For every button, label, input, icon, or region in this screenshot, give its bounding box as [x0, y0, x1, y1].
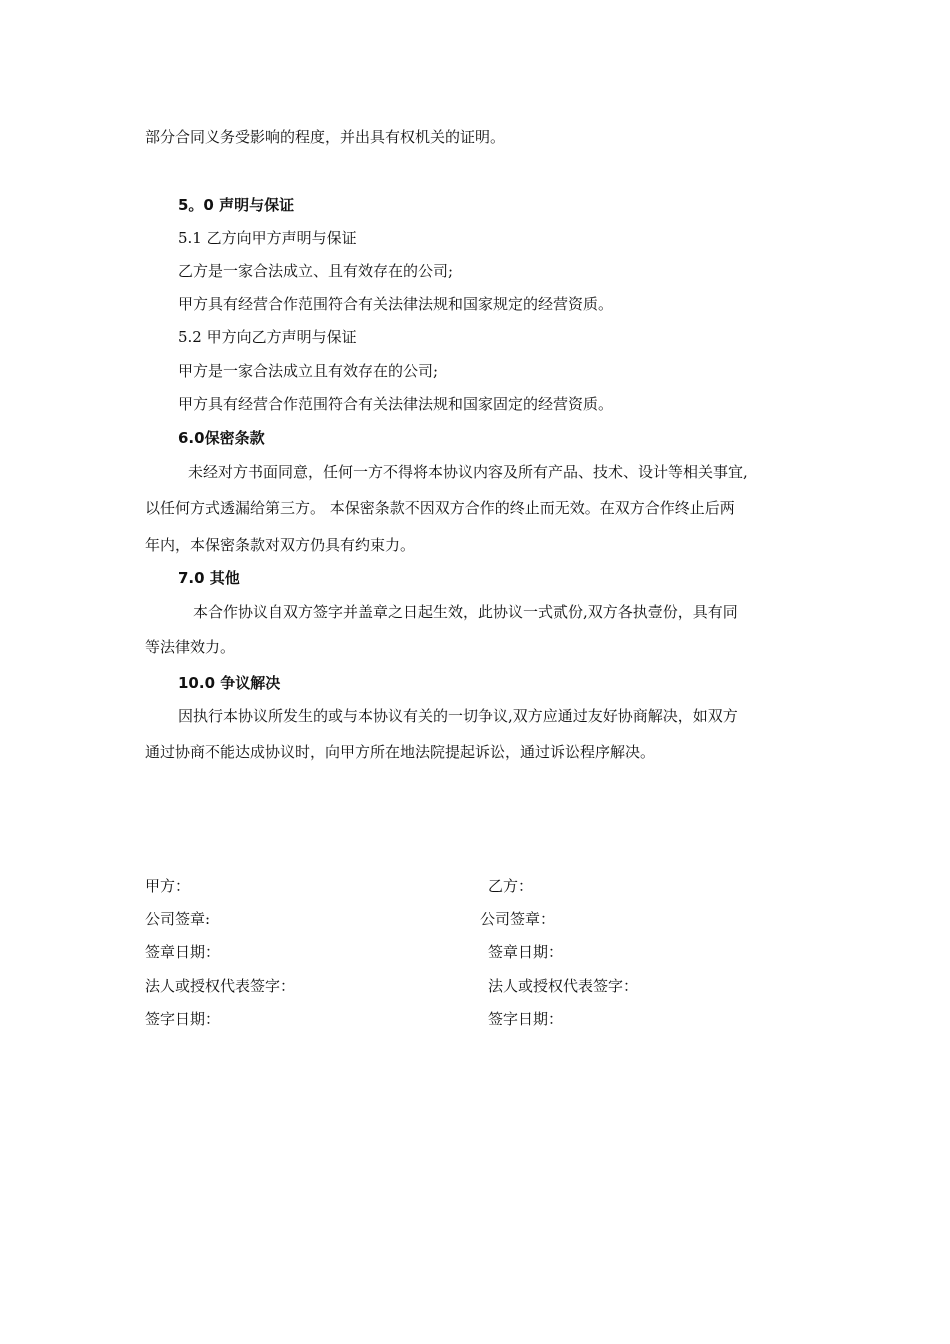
section5-2-heading: 5.2 甲方向乙方声明与保证	[178, 328, 357, 346]
section10-heading: 10.0 争议解决	[178, 674, 281, 692]
party-a-sign-date-label: 签字日期：	[145, 1010, 221, 1028]
party-a-label: 甲方：	[145, 877, 191, 895]
party-b-seal-date-label: 签章日期：	[488, 943, 564, 961]
section5-1-line2: 甲方具有经营合作范围符合有关法律法规和国家规定的经营资质。	[178, 295, 614, 313]
section6-line1: 未经对方书面同意，任何一方不得将本协议内容及所有产品、技术、设计等相关事宜,	[188, 463, 748, 481]
section6-line2: 以任何方式透漏给第三方。 本保密条款不因双方合作的终止而无效。在双方合作终止后两	[145, 499, 735, 517]
section5-heading: 5。0 声明与保证	[178, 196, 295, 214]
section5-2-line2: 甲方具有经营合作范围符合有关法律法规和国家固定的经营资质。	[178, 395, 614, 413]
section5-2-line1: 甲方是一家合法成立且有效存在的公司;	[178, 362, 439, 380]
section7-line1: 本合作协议自双方签字并盖章之日起生效，此协议一式贰份,双方各执壹份，具有同	[193, 603, 738, 621]
party-b-sign-date-label: 签字日期：	[488, 1010, 564, 1028]
party-b-label: 乙方：	[488, 877, 534, 895]
section7-heading: 7.0 其他	[178, 569, 240, 587]
party-b-rep-sign-label: 法人或授权代表签字：	[488, 977, 639, 995]
section7-line2: 等法律效力。	[145, 638, 236, 656]
party-a-seal-date-label: 签章日期：	[145, 943, 221, 961]
section6-line3: 年内，本保密条款对双方仍具有约束力。	[145, 536, 416, 554]
section10-line1: 因执行本协议所发生的或与本协议有关的一切争议,双方应通过友好协商解决，如双方	[178, 707, 738, 725]
section5-1-line1: 乙方是一家合法成立、且有效存在的公司;	[178, 262, 454, 280]
party-a-seal-label: 公司签章:	[145, 910, 211, 928]
party-a-rep-sign-label: 法人或授权代表签字：	[145, 977, 296, 995]
section10-line2: 通过协商不能达成协议时，向甲方所在地法院提起诉讼，通过诉讼程序解决。	[145, 743, 656, 761]
section5-1-heading: 5.1 乙方向甲方声明与保证	[178, 229, 357, 247]
intro-line: 部分合同义务受影响的程度，并出具有权机关的证明。	[145, 128, 506, 146]
party-b-seal-label: 公司签章：	[480, 910, 556, 928]
section6-heading: 6.0保密条款	[178, 429, 265, 447]
